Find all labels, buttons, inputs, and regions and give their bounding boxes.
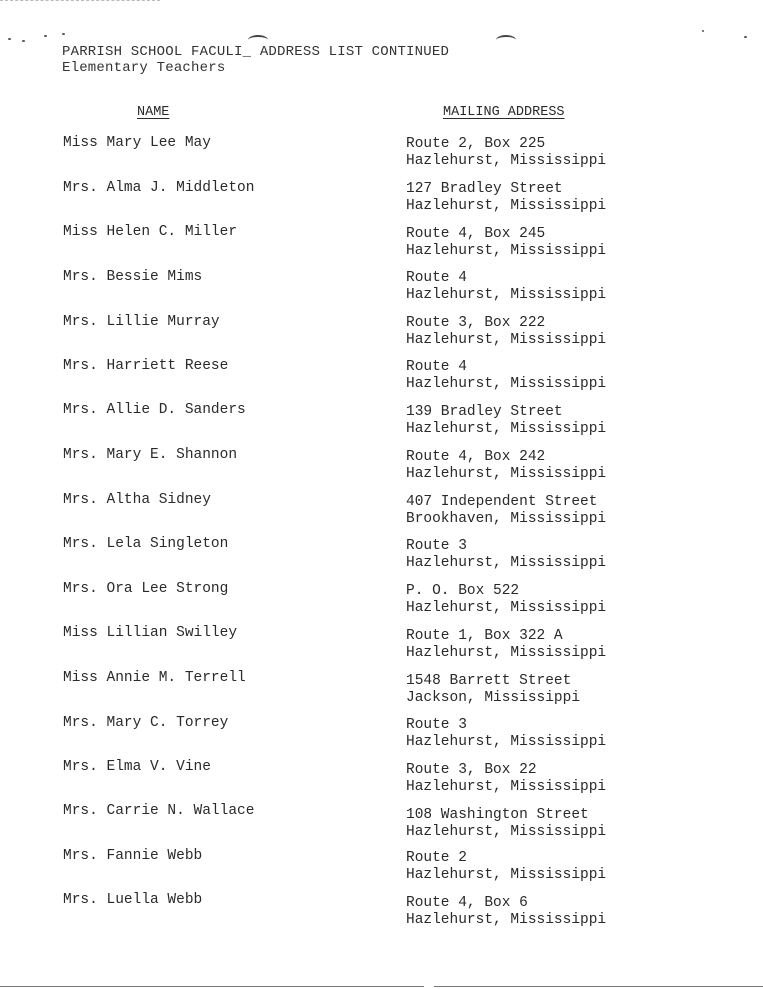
entry-name: Mrs. Allie D. Sanders [63, 402, 246, 418]
document-title: PARRISH SCHOOL FACULI_ ADDRESS LIST CONTINUED [62, 44, 450, 60]
entry-name: Mrs. Ora Lee Strong [63, 581, 229, 597]
scan-mark [496, 35, 516, 45]
document-subtitle: Elementary Teachers [62, 60, 226, 76]
address-line-1: Route 4 [406, 270, 467, 286]
address-line-1: 108 Washington Street [406, 807, 589, 823]
scan-speck [62, 33, 65, 35]
address-line-1: 1548 Barrett Street [406, 673, 572, 689]
address-line-2: Jackson, Mississippi [406, 689, 581, 706]
scan-speck [8, 38, 11, 40]
scan-speck [744, 36, 747, 38]
address-line-2: Hazlehurst, Mississippi [406, 823, 607, 840]
bottom-border-line [0, 986, 424, 987]
entry-name: Mrs. Carrie N. Wallace [63, 803, 255, 819]
entry-name: Mrs. Mary C. Torrey [63, 715, 229, 731]
entry-address [406, 449, 606, 482]
entry-name: Mrs. Bessie Mims [63, 269, 203, 285]
entry-address [406, 404, 606, 437]
entry-name: Mrs. Altha Sidney [63, 492, 211, 508]
address-line-2: Hazlehurst, Mississippi [406, 286, 607, 303]
scan-speck [702, 30, 704, 32]
top-dashed-line [0, 0, 160, 1]
entry-address [406, 494, 606, 527]
entry-address [406, 359, 606, 392]
address-line-2: Hazlehurst, Mississippi [406, 197, 607, 214]
address-line-2: Hazlehurst, Mississippi [406, 242, 607, 259]
scan-speck [44, 35, 47, 37]
entry-name: Mrs. Harriett Reese [63, 358, 229, 374]
entry-address [406, 628, 606, 661]
address-line-1: 139 Bradley Street [406, 404, 563, 420]
address-line-2: Hazlehurst, Mississippi [406, 911, 607, 928]
address-line-1: Route 3 [406, 538, 467, 554]
address-line-1: Route 4, Box 245 [406, 226, 546, 242]
address-line-2: Hazlehurst, Mississippi [406, 420, 607, 437]
address-line-1: 127 Bradley Street [406, 181, 563, 197]
address-line-1: Route 3, Box 22 [406, 762, 537, 778]
entry-address [406, 136, 606, 169]
address-line-1: Route 2, Box 225 [406, 136, 546, 152]
address-line-1: Route 1, Box 322 A [406, 628, 563, 644]
entry-address [406, 538, 606, 571]
address-line-1: P. O. Box 522 [406, 583, 520, 599]
address-line-2: Hazlehurst, Mississippi [406, 331, 607, 348]
address-line-1: Route 4 [406, 359, 467, 375]
entry-name: Mrs. Lillie Murray [63, 314, 220, 330]
entry-address [406, 850, 606, 883]
address-line-1: Route 4, Box 6 [406, 895, 528, 911]
entry-address [406, 673, 580, 706]
entry-name: Mrs. Lela Singleton [63, 536, 229, 552]
address-line-2: Brookhaven, Mississippi [406, 510, 607, 527]
entry-address [406, 583, 606, 616]
entry-address [406, 717, 606, 750]
entry-address [406, 315, 606, 348]
address-line-2: Hazlehurst, Mississippi [406, 644, 607, 661]
entry-name: Mrs. Fannie Webb [63, 848, 203, 864]
entry-name: Miss Helen C. Miller [63, 224, 238, 240]
entry-address [406, 762, 606, 795]
address-line-2: Hazlehurst, Mississippi [406, 465, 607, 482]
address-line-1: Route 4, Box 242 [406, 449, 546, 465]
address-line-2: Hazlehurst, Mississippi [406, 152, 607, 169]
entry-name: Mrs. Elma V. Vine [63, 759, 211, 775]
address-line-1: 407 Independent Street [406, 494, 598, 510]
entry-name: Mrs. Alma J. Middleton [63, 180, 255, 196]
address-line-2: Hazlehurst, Mississippi [406, 733, 607, 750]
address-line-1: Route 2 [406, 850, 467, 866]
entry-address [406, 270, 606, 303]
entry-name: Miss Annie M. Terrell [63, 670, 246, 686]
entry-address [406, 181, 606, 214]
mailing-address-column-header: MAILING ADDRESS [443, 105, 565, 120]
entry-address [406, 895, 606, 928]
address-line-1: Route 3 [406, 717, 467, 733]
address-line-2: Hazlehurst, Mississippi [406, 599, 607, 616]
entry-address [406, 226, 606, 259]
scan-speck [22, 40, 25, 42]
entry-address [406, 807, 606, 840]
entry-name: Mrs. Luella Webb [63, 892, 203, 908]
address-line-2: Hazlehurst, Mississippi [406, 375, 607, 392]
address-line-2: Hazlehurst, Mississippi [406, 554, 607, 571]
name-column-header: NAME [137, 105, 170, 120]
entry-name: Miss Lillian Swilley [63, 625, 238, 641]
address-line-2: Hazlehurst, Mississippi [406, 778, 607, 795]
entry-name: Mrs. Mary E. Shannon [63, 447, 238, 463]
address-line-2: Hazlehurst, Mississippi [406, 866, 607, 883]
entry-name: Miss Mary Lee May [63, 135, 211, 151]
address-line-1: Route 3, Box 222 [406, 315, 546, 331]
bottom-border-line [434, 986, 763, 987]
